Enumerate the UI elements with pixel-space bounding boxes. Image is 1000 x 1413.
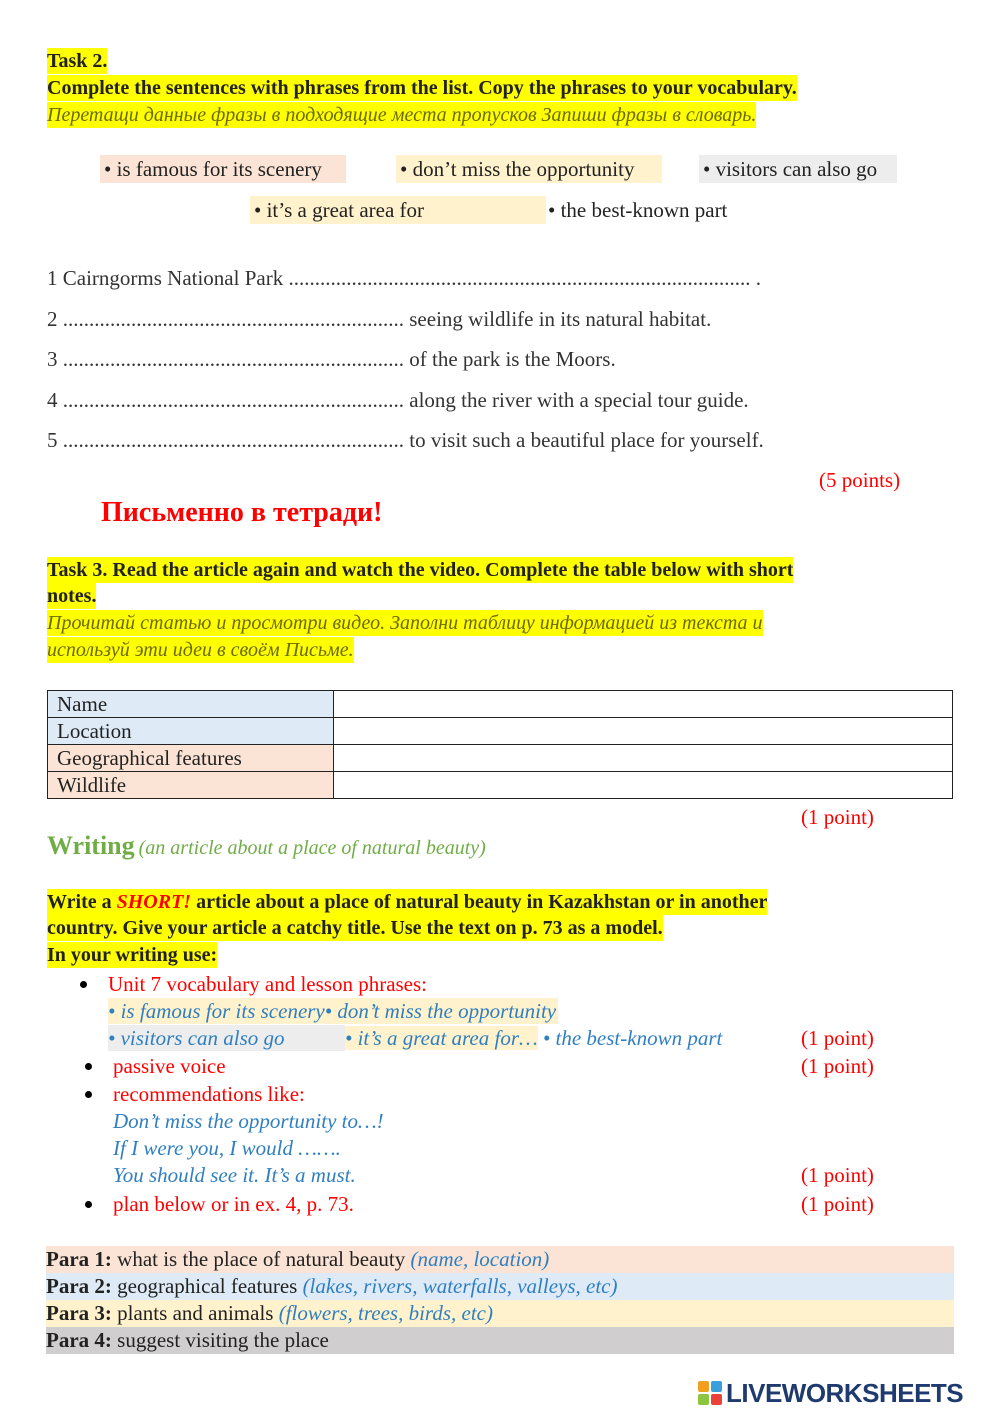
prompt-post: article about a place of natural beauty in Kazakhstan or in another <box>191 891 768 913</box>
para-hint: (name, location) <box>410 1247 550 1271</box>
writing-heading-row <box>47 830 486 866</box>
para-text: what is the place of natural beauty <box>111 1247 411 1271</box>
task3-points: (1 point) <box>801 805 874 829</box>
para-label: Para 2: <box>46 1274 112 1298</box>
recommend-points: (1 point) <box>801 1163 874 1187</box>
writing-prompt-line1 <box>47 889 767 915</box>
sentence-2: 2 ................................................................. seeing wildlife in its natural habitat. <box>47 307 712 331</box>
table-row <box>48 745 953 772</box>
plan-para-3 <box>46 1300 954 1327</box>
task3-ru-line2: используй эти идеи в своём Письме. <box>47 639 354 661</box>
table-label-location: Location <box>48 718 334 745</box>
writing-subheading: (an article about a place of natural beauty) <box>138 837 486 859</box>
sentence-3: 3 ................................................................. of the park is the Moors. <box>47 347 616 371</box>
para-label: Para 1: <box>46 1247 112 1271</box>
para-label: Para 3: <box>46 1301 112 1325</box>
task3-title-line1: Task 3. Read the article again and watch the video. Complete the table below with short <box>47 559 794 581</box>
para-hint: (lakes, rivers, waterfalls, valleys, etc) <box>302 1274 618 1298</box>
unit7-phrases-line1 <box>108 998 558 1024</box>
para-label: Para 4: <box>46 1328 112 1352</box>
table-input-geo[interactable] <box>334 745 953 772</box>
table-label-name: Name <box>48 691 334 718</box>
unit7-phrases-line2 <box>108 1025 722 1051</box>
unit7-phrase-4: • it’s a great area for… <box>345 1026 538 1050</box>
unit7-phrase-3: • visitors can also go <box>108 1025 345 1051</box>
writing-heading: Writing <box>47 831 135 860</box>
unit7-points: (1 point) <box>801 1026 874 1050</box>
table-row <box>48 691 953 718</box>
plan-points: (1 point) <box>801 1192 874 1216</box>
unit7-phrase-5: • the best-known part <box>542 1026 723 1050</box>
unit7-phrase-2: • don’t miss the opportunity <box>324 999 557 1023</box>
notebook-note: Письменно в тетради! <box>101 497 383 528</box>
sentence-1: 1 Cairngorms National Park ........................................................................................ . <box>47 266 761 290</box>
table-row <box>48 772 953 799</box>
phrase-chip-best-known[interactable]: • the best-known part <box>548 198 728 222</box>
plan-para-4 <box>46 1327 954 1354</box>
bullet-icon <box>85 1091 92 1098</box>
task3-title-line2: notes. <box>47 585 97 607</box>
liveworksheets-logo-text: LIVEWORKSHEETS <box>726 1377 964 1408</box>
sentence-5: 5 ................................................................. to visit such a beautiful place for yourself. <box>47 428 764 452</box>
table-row <box>48 718 953 745</box>
notes-table <box>47 690 953 799</box>
phrase-chip-famous-scenery[interactable]: • is famous for its scenery <box>100 155 346 183</box>
writing-prompt-line2: country. Give your article a catchy title. Use the text on p. 73 as a model. <box>47 917 663 939</box>
sentence-4: 4 ................................................................. along the river with a special tour guide. <box>47 388 749 412</box>
prompt-pre: Write a <box>47 891 117 913</box>
table-label-geo: Geographical features <box>48 745 334 772</box>
task3-ru-line1: Прочитай статью и просмотри видео. Заполни таблицу информацией из текста и <box>47 612 763 634</box>
passive-label: passive voice <box>113 1054 226 1078</box>
table-input-name[interactable] <box>334 691 953 718</box>
para-text: plants and animals <box>111 1301 279 1325</box>
table-label-wildlife: Wildlife <box>48 772 334 799</box>
passive-points: (1 point) <box>801 1054 874 1078</box>
liveworksheets-logo[interactable] <box>698 1377 964 1408</box>
para-text: geographical features <box>111 1274 303 1298</box>
writing-prompt-line3: In your writing use: <box>47 944 218 966</box>
para-text: suggest visiting the place <box>111 1328 329 1352</box>
plan-para-2 <box>46 1273 954 1300</box>
task2-points: (5 points) <box>819 468 901 492</box>
unit7-label: Unit 7 vocabulary and lesson phrases: <box>108 972 428 996</box>
table-input-location[interactable] <box>334 718 953 745</box>
task2-instruction: Complete the sentences with phrases from the list. Copy the phrases to your vocabulary. <box>47 77 797 99</box>
table-input-wildlife[interactable] <box>334 772 953 799</box>
prompt-short: SHORT! <box>116 891 192 913</box>
bullet-icon <box>80 981 87 988</box>
phrase-chip-visitors-go[interactable]: • visitors can also go <box>699 155 897 183</box>
recommend-example-1: Don’t miss the opportunity to…! <box>113 1109 384 1133</box>
recommend-example-3: You should see it. It’s a must. <box>113 1163 356 1187</box>
liveworksheets-logo-icon <box>698 1381 722 1405</box>
phrase-chip-great-area[interactable]: • it’s a great area for <box>250 196 546 224</box>
plan-label: plan below or in ex. 4, p. 73. <box>113 1192 354 1216</box>
bullet-icon <box>85 1201 92 1208</box>
plan-para-1 <box>46 1246 954 1273</box>
recommend-label: recommendations like: <box>113 1082 305 1106</box>
task2-instruction-ru: Перетащи данные фразы в подходящие места пропусков Запиши фразы в словарь. <box>47 104 757 126</box>
para-hint: (flowers, trees, birds, etc) <box>278 1301 493 1325</box>
recommend-example-2: If I were you, I would ……. <box>113 1136 341 1160</box>
unit7-phrase-1: • is famous for its scenery <box>108 999 325 1023</box>
task2-title: Task 2. <box>47 50 108 72</box>
phrase-chip-dont-miss[interactable]: • don’t miss the opportunity <box>396 155 662 183</box>
bullet-icon <box>85 1063 92 1070</box>
